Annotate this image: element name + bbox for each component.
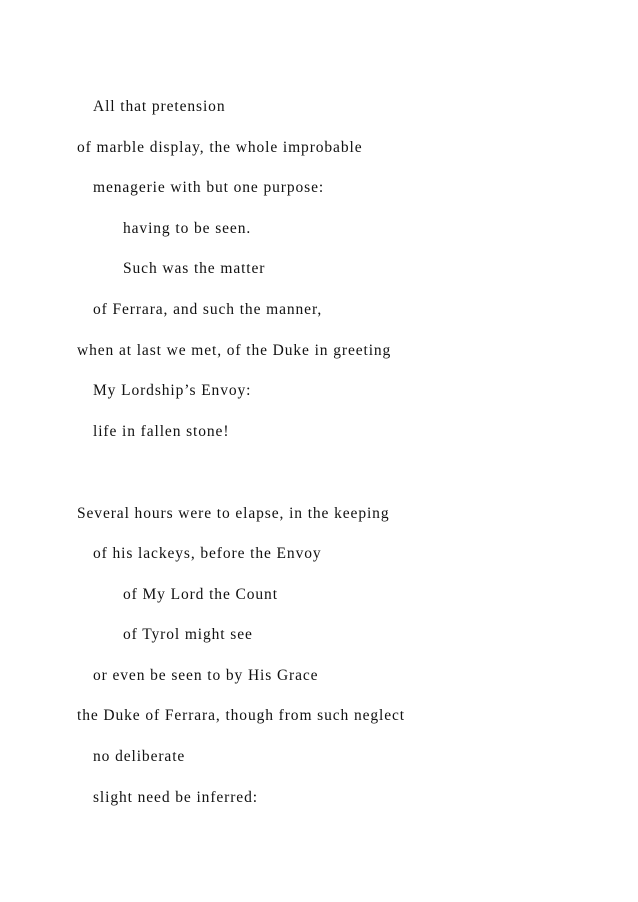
poem-line: of My Lord the Count bbox=[123, 586, 278, 603]
poem-line: the Duke of Ferrara, though from such neglect bbox=[77, 707, 406, 724]
poem-line: Several hours were to elapse, in the keeping bbox=[77, 505, 390, 522]
poem-line: of Ferrara, and such the manner, bbox=[93, 301, 323, 318]
poem-line: of marble display, the whole improbable bbox=[77, 139, 363, 156]
poem-line: menagerie with but one purpose: bbox=[93, 179, 325, 196]
poem-line: of his lackeys, before the Envoy bbox=[93, 545, 322, 562]
poem-line: no deliberate bbox=[93, 748, 186, 765]
poem-line: of Tyrol might see bbox=[123, 626, 253, 643]
poem-line: life in fallen stone! bbox=[93, 423, 230, 440]
poem-line: or even be seen to by His Grace bbox=[93, 667, 319, 684]
poem-line: when at last we met, of the Duke in greeting bbox=[77, 342, 392, 359]
poem-line: having to be seen. bbox=[123, 220, 252, 237]
poem-line: slight need be inferred: bbox=[93, 789, 258, 806]
poem-line: All that pretension bbox=[93, 98, 226, 115]
poem-line: My Lordship’s Envoy: bbox=[93, 382, 252, 399]
poem-line: Such was the matter bbox=[123, 260, 266, 277]
